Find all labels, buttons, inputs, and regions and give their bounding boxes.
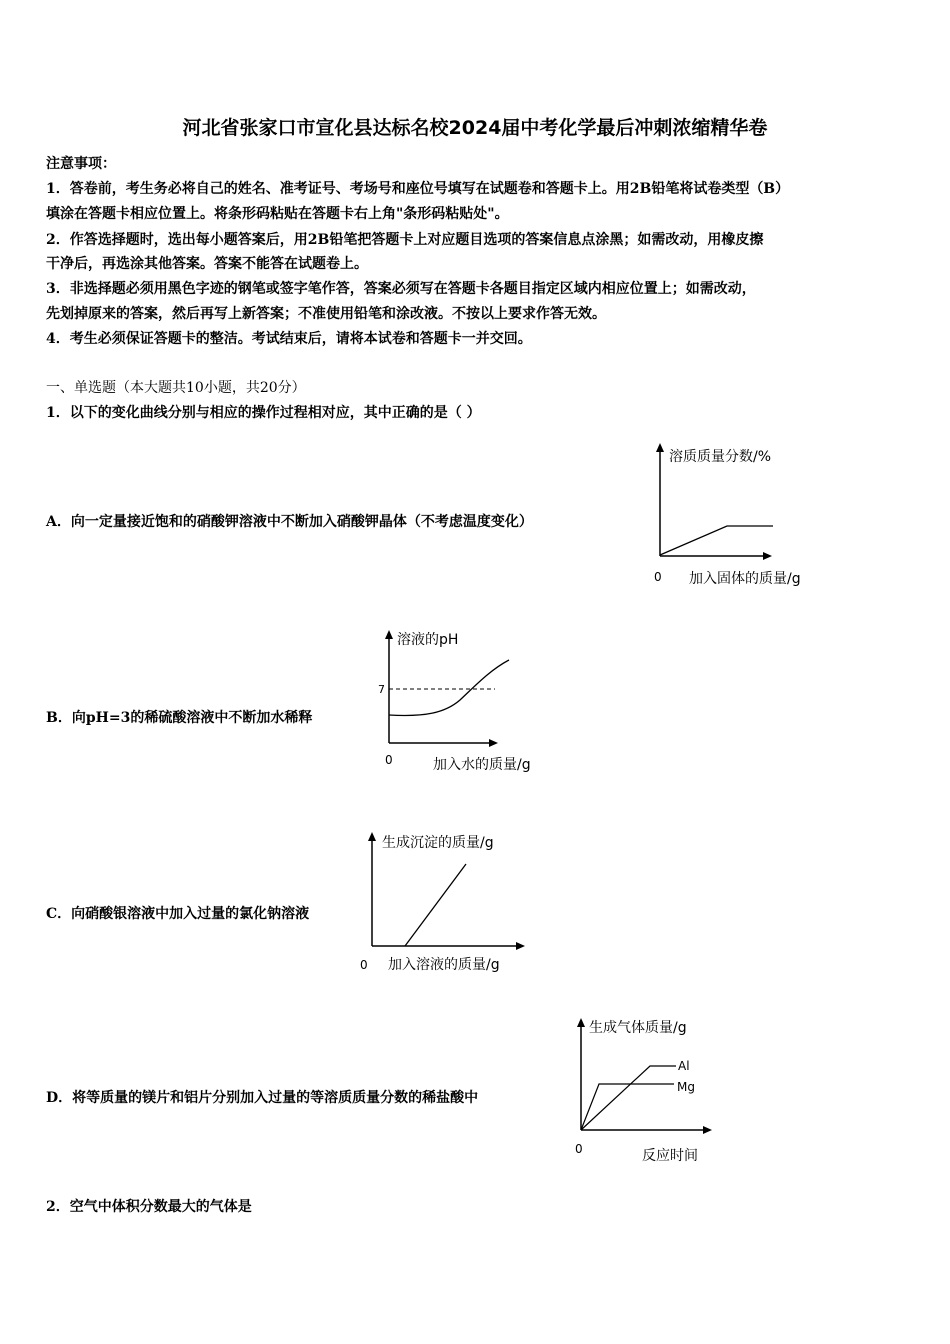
y-axis-arrow (368, 832, 376, 841)
option-c: C．向硝酸银溶液中加入过量的氯化钠溶液 (46, 906, 310, 922)
mg-label: Mg (677, 1080, 695, 1094)
curve (389, 660, 509, 715)
option-a: A．向一定量接近饱和的硝酸钾溶液中不断加入硝酸钾晶体（不考虑温度变化） (46, 514, 533, 530)
x-axis-label: 反应时间 (642, 1148, 698, 1164)
x-axis-label: 加入固体的质量/g (689, 571, 801, 587)
y-axis-label: 生成沉淀的质量/g (382, 835, 494, 851)
y-axis-arrow (577, 1018, 585, 1027)
graph-b (375, 624, 565, 776)
y-axis-label: 溶液的pH (397, 632, 459, 648)
section-heading: 一、单选题（本大题共10小题，共20分） (46, 380, 306, 396)
notice-line: 先划掉原来的答案，然后再写上新答案；不准使用铅笔和涂改液。不按以上要求作答无效。 (46, 306, 606, 322)
y-axis-label: 生成气体质量/g (589, 1020, 687, 1036)
origin-label: 0 (654, 570, 662, 584)
x-axis-label: 加入溶液的质量/g (388, 957, 500, 973)
graph-a (645, 438, 845, 588)
question-2-stem: 2．空气中体积分数最大的气体是 (46, 1199, 252, 1215)
curve (405, 864, 466, 946)
origin-label: 0 (385, 753, 393, 767)
x-axis-arrow (516, 942, 525, 950)
x-axis-arrow (489, 739, 498, 747)
graph-c (355, 826, 545, 978)
notice-line: 1．答卷前，考生务必将自己的姓名、准考证号、考场号和座位号填写在试题卷和答题卡上。用2B铅笔将试卷类型（B） (46, 181, 790, 197)
y-axis-label: 溶质质量分数/% (669, 449, 772, 465)
question-1-stem: 1．以下的变化曲线分别与相应的操作过程相对应，其中正确的是（ ） (46, 405, 481, 421)
curve (660, 526, 773, 555)
notice-line: 填涂在答题卡相应位置上。将条形码粘贴在答题卡右上角"条形码粘贴处"。 (46, 206, 509, 222)
x-axis-arrow (703, 1126, 712, 1134)
notice-line: 干净后，再选涂其他答案。答案不能答在试题卷上。 (46, 256, 368, 272)
option-b: B．向pH=3的稀硫酸溶液中不断加水稀释 (46, 710, 313, 726)
mg-curve (581, 1084, 674, 1130)
x-axis-label: 加入水的质量/g (433, 757, 531, 773)
graph-d (570, 1012, 730, 1170)
page-title: 河北省张家口市宣化县达标名校2024届中考化学最后冲刺浓缩精华卷 (182, 117, 768, 139)
notice-line: 3．非选择题必须用黑色字迹的钢笔或签字笔作答，答案必须写在答题卡各题目指定区域内相应位置上；如需改动， (46, 281, 756, 297)
y-axis-arrow (656, 443, 664, 452)
notice-line: 2．作答选择题时，选出每小题答案后，用2B铅笔把答题卡上对应题目选项的答案信息点涂黑；如需改动，用橡皮擦 (46, 232, 764, 248)
option-d: D．将等质量的镁片和铝片分别加入过量的等溶质质量分数的稀盐酸中 (46, 1090, 479, 1106)
notice-heading: 注意事项： (46, 156, 116, 172)
origin-label: 0 (575, 1142, 583, 1156)
notice-line: 4．考生必须保证答题卡的整洁。考试结束后，请将本试卷和答题卡一并交回。 (46, 331, 532, 347)
y-axis-arrow (385, 630, 393, 639)
origin-label: 0 (360, 958, 368, 972)
x-axis-arrow (763, 552, 772, 560)
ref-label: 7 (378, 683, 385, 696)
al-curve (581, 1066, 676, 1130)
al-label: Al (678, 1059, 690, 1073)
